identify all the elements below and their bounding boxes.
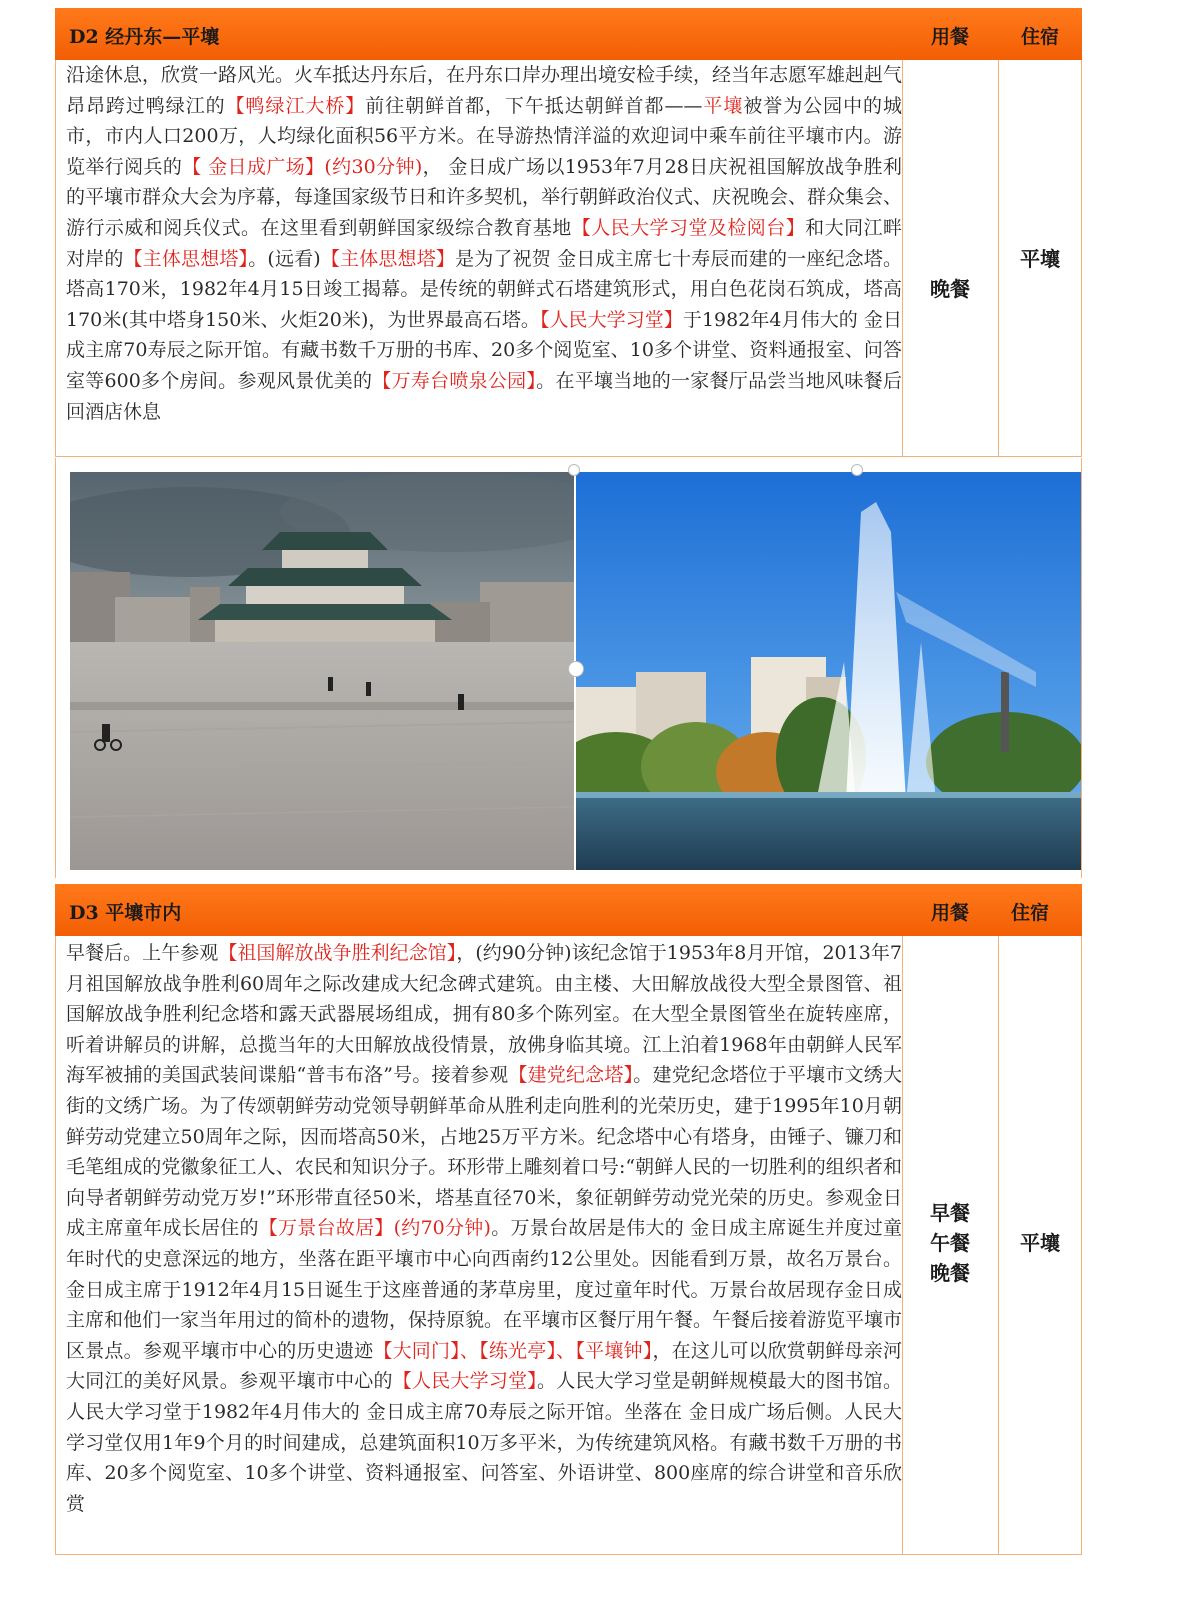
description-text: ，(约90分钟)该纪念馆于1953年8月开馆，2013年7月祖国解放战争胜利60周年之际改建成大纪念碑式建筑。由主楼、大田解放战役大型全景图管、祖国解放战争胜利纪念塔和露天武器展场组成，拥有80多个陈列室。在大型全景图管坐在旋转座席，听着讲解员的讲解，总揽当年的大田解放战役情景，放佛身临其境。江上泊着1968年由朝鲜人民军海军被捕的美国武装间谍船“普韦布洛”号。接着参观 [66, 942, 902, 1087]
highlighted-attraction: 【 金日成广场】(约30分钟) [182, 155, 423, 178]
day2-stay-column-label: 住宿 [1020, 26, 1059, 48]
day3-section [55, 884, 1082, 1556]
day2-table [55, 60, 1082, 457]
photo-row [55, 458, 1082, 878]
description-text: 沿途休息，欣赏一路风光。火车抵达丹东后，在丹东口岸办理出境安检手续，经当年志愿军雄赳赳气昂昂跨过鸭绿江的 [66, 64, 903, 117]
highlighted-attraction: 【主体思想塔】 [320, 247, 456, 270]
highlighted-attraction: 【人民大学习堂】 [392, 1370, 538, 1393]
highlighted-attraction: 【大同门】、【练光亭】、【平壤钟】 [373, 1339, 653, 1362]
day2-header-bar [55, 8, 1082, 60]
highlighted-attraction: 【人民大学习堂及检阅台】 [571, 216, 806, 239]
day3-description [66, 938, 902, 1519]
highlighted-attraction: 【建党纪念塔】 [508, 1064, 634, 1087]
highlighted-attraction: 【鸭绿江大桥】 [225, 94, 366, 117]
meal-label: 午餐 [930, 1231, 970, 1255]
highlighted-attraction: 【万寿台喷泉公园】 [372, 369, 537, 392]
description-text: 。人民大学习堂是朝鲜规模最大的图书馆。人民大学习堂于1982年4月伟大的 金日成主席70寿辰之际开馆。坐落在 金日成广场后侧。人民大学习堂仅用1年9个月的时间建成，总建筑面积10万多平米，为传统建筑风格。有藏书数千万册的书库、20多个阅览室、10多个讲堂、资料通报室、问答室、外语讲堂、800座席的综合讲堂和音乐欣赏 [66, 1370, 902, 1515]
description-text: 。万景台故居是伟大的 金日成主席诞生并度过童年时代的史意深远的地方，坐落在距平壤市中心向西南约12公里处。因能看到万景，故名万景台。 金日成主席于1912年4月15日诞生于这座普通的茅草房里，度过童年时代。万景台故居现存金日成主席和他们一家当年用过的简朴的遗物，保持原貌。在平壤市区餐厅用午餐。午餐后接着游览平壤市区景点。参观平壤市中心的历史遗迹 [66, 1217, 903, 1362]
image-resize-handle[interactable] [851, 464, 863, 476]
highlighted-attraction: 【万景台故居】(约70分钟) [258, 1217, 491, 1240]
day2-description [66, 60, 902, 427]
highlighted-attraction: 【人民大学习堂】 [539, 308, 683, 331]
meal-label: 晚餐 [930, 1261, 970, 1285]
description-text: 。在平壤当地的一家餐厅品尝当地风味餐后回酒店休息 [66, 369, 902, 423]
description-text: 。(远看) [248, 247, 321, 270]
description-text: 。建党纪念塔位于平壤市文绣大街的文绣广场。为了传颂朝鲜劳动党领导朝鲜革命从胜利走向胜利的光荣历史，建于1995年10月朝鲜劳动党建立50周年之际，因而塔高50米，占地25万平方米。纪念塔中心有塔身，由锤子、镰刀和毛笔组成的党徽象征工人、农民和知识分子。环形带上雕刻着口号:“朝鲜人民的一切胜利的组织者和向导者朝鲜劳动党万岁!”环形带直径50米，塔基直径70米，象征朝鲜劳动党光荣的历史。参观金日成主席童年成长居住的 [66, 1064, 902, 1240]
day3-table [55, 936, 1082, 1555]
day3-header-bar [55, 884, 1082, 936]
meal-label: 早餐 [930, 1201, 970, 1225]
day2-stay: 平壤 [1020, 247, 1060, 271]
description-text: 是为了祝贺 金日成主席七十寿辰而建的一座纪念塔。塔高170米，1982年4月15日竣工揭幕。是传统的朝鲜式石塔建筑形式，用白色花岗石筑成，塔高170米(其中塔身150米、火炬20米)，为世界最高石塔。 [66, 247, 902, 331]
day2-title: D2 经丹东—平壤 [69, 26, 220, 48]
description-text: 被誉为公园中的城市，市内人口200万，人均绿化面积56平方米。在导游热情洋溢的欢迎词中乘车前往平壤市内。游览举行阅兵的 [66, 94, 902, 178]
day3-meals [902, 1198, 998, 1288]
day3-meal-column-label: 用餐 [930, 902, 969, 924]
day3-stay: 平壤 [1020, 1231, 1060, 1255]
description-text: ，在这儿可以欣赏朝鲜母亲河大同江的美好风景。参观平壤市中心的 [66, 1339, 902, 1393]
day3-title: D3 平壤市内 [69, 902, 182, 924]
day2-meals [902, 274, 998, 304]
highlighted-attraction: 平壤 [702, 94, 744, 117]
highlighted-attraction: 【祖国解放战争胜利纪念馆】 [218, 942, 457, 964]
day3-stay-column-label: 住宿 [1010, 902, 1049, 924]
description-text: 早餐后。上午参观 [66, 942, 219, 964]
mansudae-fountain-park-photo [576, 472, 1081, 870]
description-text: ， 金日成广场以1953年7月28日庆祝祖国解放战争胜利的平壤市群众大会为序幕，每逢国家级节日和许多契机，举行朝鲜政治仪式、庆祝晚会、群众集会、游行示威和阅兵仪式。在这里看到朝鲜国家级综合教育基地 [66, 155, 903, 239]
day2-meal-column-label: 用餐 [930, 26, 969, 48]
highlighted-attraction: 【主体思想塔】 [123, 247, 249, 270]
day2-section [55, 8, 1082, 458]
meal-label: 晚餐 [930, 277, 970, 301]
description-text: 前往朝鲜首都，下午抵达朝鲜首都—— [365, 94, 703, 117]
image-resize-handle[interactable] [568, 661, 584, 677]
description-text: 和大同江畔对岸的 [66, 216, 902, 270]
description-text: 于1982年4月伟大的 金日成主席70寿辰之际开馆。有藏书数千万册的书库、20多个阅览室、10多个讲堂、资料通报室、问答室等600多个房间。参观风景优美的 [66, 308, 902, 392]
kim-il-sung-square-photo [70, 472, 574, 870]
image-resize-handle[interactable] [568, 464, 580, 476]
